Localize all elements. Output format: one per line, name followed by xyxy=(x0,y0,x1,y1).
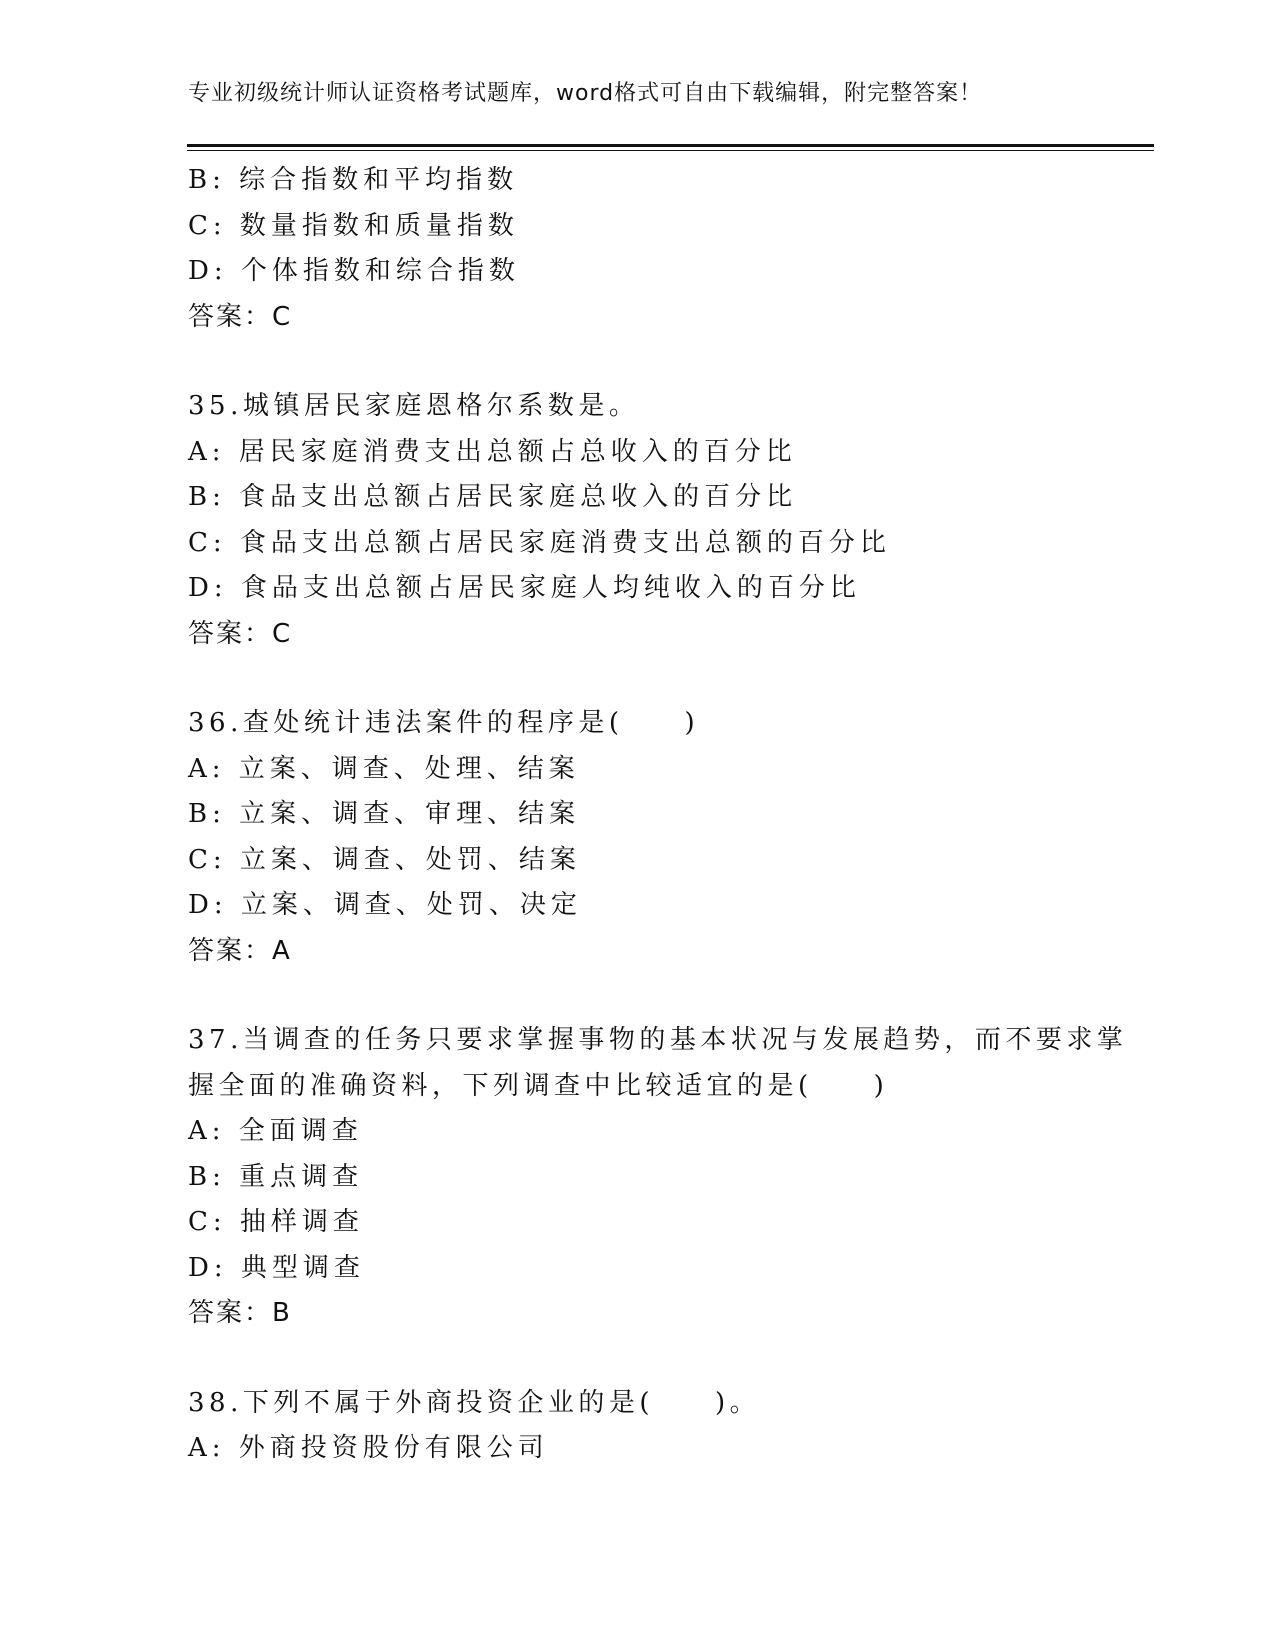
question-block xyxy=(188,158,1088,340)
question-list xyxy=(188,158,1128,1472)
question-text: 38.下列不属于外商投资企业的是( )。 xyxy=(188,1387,761,1418)
answer-line: 答案：B xyxy=(188,1298,292,1328)
block-spacer xyxy=(188,1337,1088,1381)
answer-line: 答案：A xyxy=(188,935,292,966)
page-header: 专业初级统计师认证资格考试题库，word格式可自由下载编辑，附完整答案！ xyxy=(188,81,983,106)
option-line: A: 居民家庭消费支出总额占总收入的百分比 xyxy=(188,436,797,467)
option-line: C: 立案、调查、处罚、结案 xyxy=(188,844,581,875)
option-line: C: 食品支出总额占居民家庭消费支出总额的百分比 xyxy=(188,527,891,558)
question-block xyxy=(188,1018,1128,1337)
question-text: 35.城镇居民家庭恩格尔系数是。 xyxy=(188,391,640,421)
option-line: C: 抽样调查 xyxy=(188,1207,364,1237)
block-spacer xyxy=(188,974,1088,1018)
option-line: B: 重点调查 xyxy=(188,1161,364,1192)
option-line: A: 外商投资股份有限公司 xyxy=(188,1433,549,1463)
option-line: D: 立案、调查、处罚、决定 xyxy=(188,890,582,920)
option-line: D: 典型调查 xyxy=(188,1252,365,1283)
question-block xyxy=(188,701,1088,974)
option-line: D: 个体指数和综合指数 xyxy=(188,256,520,286)
question-block xyxy=(188,384,1088,657)
option-line: B: 立案、调查、审理、结案 xyxy=(188,799,581,829)
option-line: B: 综合指数和平均指数 xyxy=(188,165,519,195)
answer-line: 答案：C xyxy=(188,618,293,649)
question-text: 36.查处统计违法案件的程序是( ) xyxy=(188,708,700,738)
option-line: C: 数量指数和质量指数 xyxy=(188,210,519,241)
option-line: A: 立案、调查、处理、结案 xyxy=(188,753,580,784)
question-text: 37.当调查的任务只要求掌握事物的基本状况与发展趋势，而不要求掌 xyxy=(188,1025,1128,1055)
question-block xyxy=(188,1381,1088,1472)
question-text: 握全面的准确资料，下列调查中比较适宜的是( ) xyxy=(188,1070,889,1101)
header-rule-thick xyxy=(187,144,1154,147)
block-spacer xyxy=(188,657,1088,701)
header-rule-thin xyxy=(187,150,1154,151)
option-line: D: 食品支出总额占居民家庭人均纯收入的百分比 xyxy=(188,573,861,603)
answer-line: 答案：C xyxy=(188,301,293,332)
block-spacer xyxy=(188,340,1088,384)
option-line: A: 全面调查 xyxy=(188,1116,363,1146)
option-line: B: 食品支出总额占居民家庭总收入的百分比 xyxy=(188,482,798,512)
